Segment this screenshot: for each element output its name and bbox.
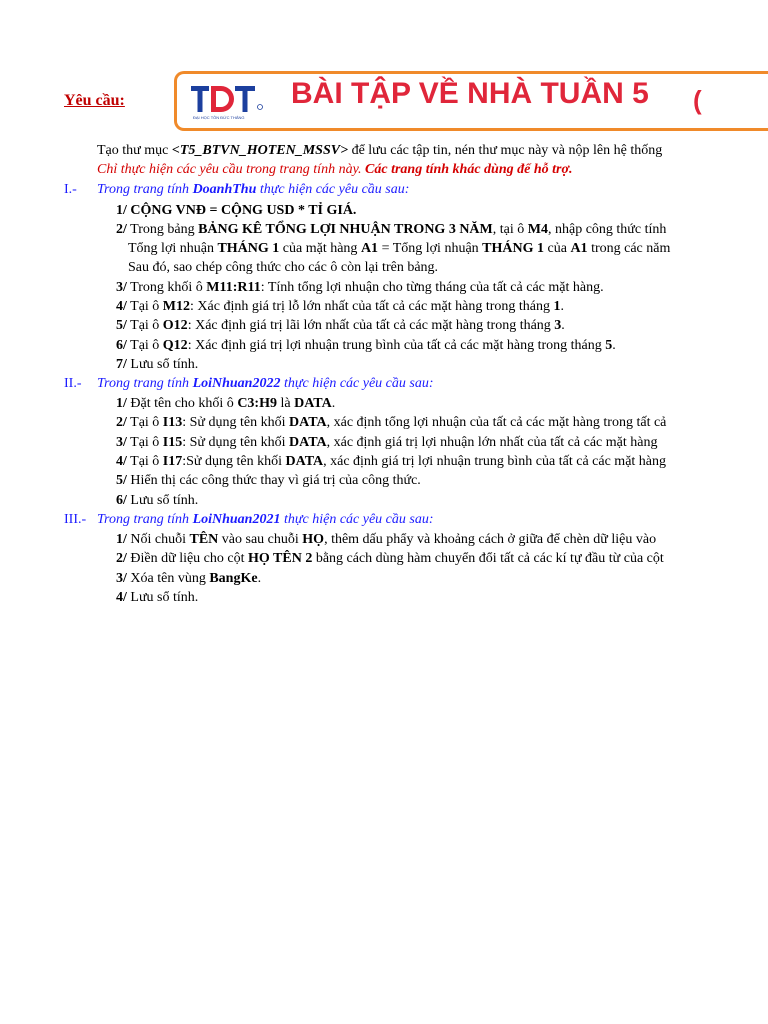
section-1-item-5: 5/ Tại ô O12: Xác định giá trị lãi lớn nhất của tất cả các mặt hàng trong tháng 3. (116, 318, 565, 333)
banner-title: BÀI TẬP VỀ NHÀ TUẦN 5 (291, 77, 649, 110)
section-1-item-4: 4/ Tại ô M12: Xác định giá trị lỗ lớn nhất của tất cả các mặt hàng trong tháng 1. (116, 299, 565, 314)
section-3-item-3: 3/ Xóa tên vùng BangKe. (116, 571, 262, 586)
section-1-heading: I.- Trong trang tính DoanhThu thực hiện các yêu cầu sau: (64, 182, 410, 197)
section-3-item-2: 2/ Điền dữ liệu cho cột HỌ TÊN 2 bằng cách dùng hàm chuyển đổi tất cả các kí tự đầu từ của cột (116, 551, 664, 566)
section-1-item-3: 3/ Trong khối ô M11:R11: Tính tổng lợi nhuận cho từng tháng của tất cả các mặt hàng. (116, 280, 604, 295)
section-1-item-6: 6/ Tại ô Q12: Xác định giá trị lợi nhuận trung bình của tất cả các mặt hàng trong tháng 5. (116, 338, 616, 353)
section-2-item-2: 2/ Tại ô I13: Sử dụng tên khối DATA, xác định tổng lợi nhuận của tất cả các mặt hàng trong tất cả (116, 415, 667, 430)
section-2-item-1: 1/ Đặt tên cho khối ô C3:H9 là DATA. (116, 396, 336, 411)
intro-line-1: Tạo thư mục <T5_BTVN_HOTEN_MSSV> để lưu các tập tin, nén thư mục này và nộp lên hệ thống (97, 143, 663, 158)
banner-paren: ( (693, 85, 702, 115)
section-1-item-2-cont-2: Sau đó, sao chép công thức cho các ô còn lại trên bảng. (128, 260, 439, 275)
intro-line-2: Chỉ thực hiện các yêu cầu trong trang tính này. Các trang tính khác dùng để hỗ trợ. (97, 162, 573, 177)
section-3-item-4: 4/ Lưu sổ tính. (116, 590, 199, 605)
section-2-heading: II.- Trong trang tính LoiNhuan2022 thực hiện các yêu cầu sau: (64, 376, 434, 391)
section-3-item-1: 1/ Nối chuỗi TÊN vào sau chuỗi HỌ, thêm dấu phẩy và khoảng cách ở giữa để chèn dữ liệu vào (116, 532, 657, 547)
svg-text:ĐẠI HỌC TÔN ĐỨC THẮNG: ĐẠI HỌC TÔN ĐỨC THẮNG (193, 115, 245, 120)
section-1-item-2-cont-1: Tổng lợi nhuận THÁNG 1 của mặt hàng A1 = Tổng lợi nhuận THÁNG 1 của A1 trong các năm (128, 241, 671, 256)
section-2-item-4: 4/ Tại ô I17:Sử dụng tên khối DATA, xác định giá trị lợi nhuận trung bình của tất cả các mặt hàng (116, 454, 667, 469)
section-1-item-1: 1/ CỘNG VNĐ = CỘNG USD * TỈ GIÁ. (116, 203, 357, 218)
section-1-item-2: 2/ Trong bảng BẢNG KÊ TỔNG LỢI NHUẬN TRONG 3 NĂM, tại ô M4, nhập công thức tính (116, 222, 667, 237)
requirement-label: Yêu cầu: (64, 92, 125, 109)
section-1-item-7: 7/ Lưu sổ tính. (116, 357, 199, 372)
section-2-item-5: 5/ Hiển thị các công thức thay vì giá trị của công thức. (116, 473, 421, 488)
section-2-item-6: 6/ Lưu sổ tính. (116, 493, 199, 508)
section-3-heading: III.- Trong trang tính LoiNhuan2021 thực hiện các yêu cầu sau: (64, 512, 434, 527)
section-2-item-3: 3/ Tại ô I15: Sử dụng tên khối DATA, xác định giá trị lợi nhuận lớn nhất của tất cả các mặt hàng (116, 435, 658, 450)
